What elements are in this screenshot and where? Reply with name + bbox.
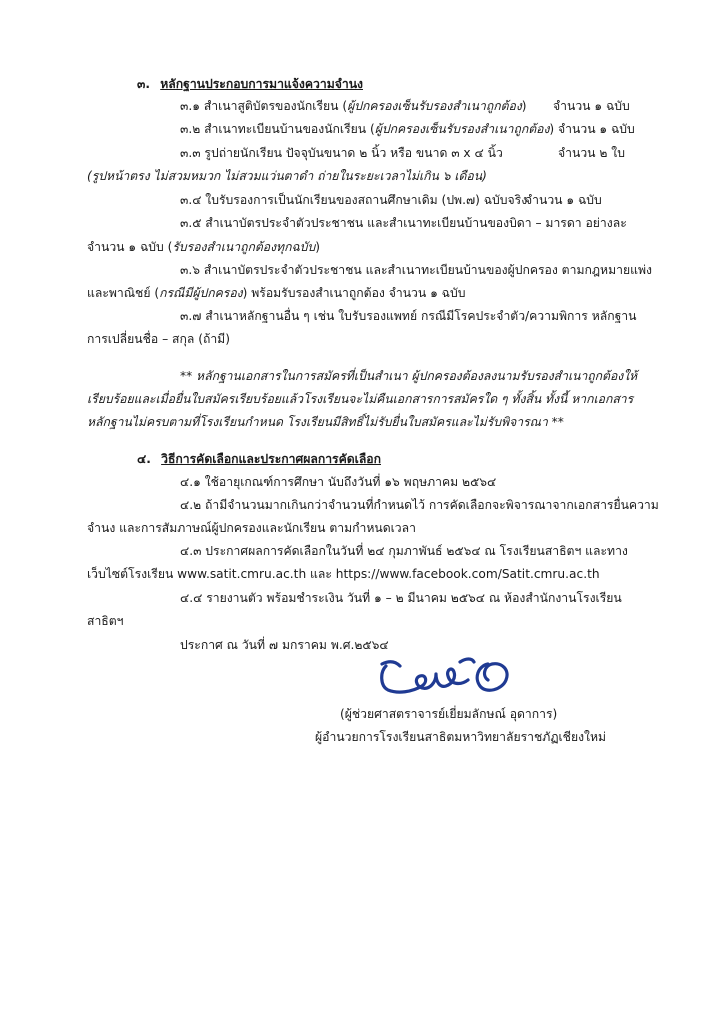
signer-name: (ผู้ช่วยศาสตราจารย์เยี่ยมลักษณ์ อุดาการ): [340, 707, 558, 721]
item-3-7-text: ๓.๗ สำเนาหลักฐานอื่น ๆ เช่น ใบรับรองแพทย์ กรณีมีโรคประจำตัว/ความพิการ หลักฐาน: [180, 309, 637, 323]
section-3-number: ๓.: [137, 77, 150, 91]
announcement-date: ประกาศ ณ วันที่ ๗ มกราคม พ.ศ.๒๕๖๔: [180, 638, 389, 652]
item-3-6-cont: [87, 285, 465, 301]
item-4-4-line-2: สาธิตฯ: [87, 614, 124, 628]
item-3-2-tail: ) จำนวน ๑ ฉบับ: [549, 122, 635, 136]
signer-position: ผู้อำนวยการโรงเรียนสาธิตมหาวิทยาลัยราชภัฏเชียงใหม่: [315, 730, 607, 744]
item-3-1-text: ๓.๑ สำเนาสูติบัตรของนักเรียน (: [180, 99, 348, 113]
remark-line-3: หลักฐานไม่ครบตามที่โรงเรียนกำหนด โรงเรียนมีสิทธิ์ไม่รับยื่นใบสมัครและไม่รับพิจารณา **: [87, 415, 564, 429]
section-4-number: ๔.: [137, 452, 151, 466]
remark-line-2: เรียบร้อยและเมื่อยื่นใบสมัครเรียบร้อยแล้วโรงเรียนจะไม่คืนเอกสารการสมัครใด ๆ ทั้งสิ้น ทั้งนี้ หากเอกสาร: [87, 392, 634, 406]
item-4-3-line-1: ๔.๓ ประกาศผลการคัดเลือกในวันที่ ๒๔ กุมภาพันธ์ ๒๕๖๔ ณ โรงเรียนสาธิตฯ และทาง: [180, 544, 628, 558]
item-3-7-cont: การเปลี่ยนชื่อ – สกุล (ถ้ามี): [87, 332, 230, 346]
item-3-3-amount: จำนวน ๒ ใบ: [558, 146, 625, 160]
section-4-title: วิธีการคัดเลือกและประกาศผลการคัดเลือก: [161, 452, 381, 466]
item-3-1-tail: ): [521, 99, 527, 113]
section-3-heading: [137, 76, 363, 92]
item-3-1: [180, 98, 527, 114]
section-4-heading: [137, 451, 381, 467]
item-3-2-note: ผู้ปกครองเซ็นรับรองสำเนาถูกต้อง: [374, 122, 550, 136]
item-3-6-text: ๓.๖ สำเนาบัตรประจำตัวประชาชน และสำเนาทะเบียนบ้านของผู้ปกครอง ตามกฎหมายแพ่ง: [180, 263, 652, 277]
item-3-5-note: รับรองสำเนาถูกต้องทุกฉบับ: [172, 240, 316, 254]
item-3-6-note: กรณีมีผู้ปกครอง: [159, 286, 243, 300]
remark-line-1: ** หลักฐานเอกสารในการสมัครที่เป็นสำเนา ผู้ปกครองต้องลงนามรับรองสำเนาถูกต้องให้: [180, 369, 638, 383]
item-3-5-cont: [87, 239, 320, 255]
section-3-title: หลักฐานประกอบการมาแจ้งความจำนง: [160, 77, 363, 91]
item-3-1-note: ผู้ปกครองเซ็นรับรองสำเนาถูกต้อง: [347, 99, 522, 113]
item-3-1-amount: จำนวน ๑ ฉบับ: [553, 99, 630, 113]
item-3-3-text: ๓.๓ รูปถ่ายนักเรียน ปัจจุบันขนาด ๒ นิ้ว หรือ ขนาด ๓ x ๔ นิ้ว: [180, 146, 503, 160]
item-3-4-amount: จำนวน ๑ ฉบับ: [525, 193, 602, 207]
item-3-3-note: (รูปหน้าตรง ไม่สวมหมวก ไม่สวมแว่นตาดำ ถ่ายในระยะเวลาไม่เกิน ๖ เดือน): [87, 169, 487, 183]
item-4-4-line-1: ๔.๔ รายงานตัว พร้อมชำระเงิน วันที่ ๑ – ๒ มีนาคม ๒๕๖๔ ณ ห้องสำนักงานโรงเรียน: [180, 591, 622, 605]
item-4-1: ๔.๑ ใช้อายุเกณฑ์การศึกษา นับถึงวันที่ ๑๖ พฤษภาคม ๒๕๖๔: [180, 475, 497, 489]
item-3-5-text: ๓.๕ สำเนาบัตรประจำตัวประชาชน และสำเนาทะเบียนบ้านของบิดา – มารดา อย่างละ: [180, 216, 627, 230]
item-3-6-tail: ) พร้อมรับรองสำเนาถูกต้อง จำนวน ๑ ฉบับ: [242, 286, 466, 300]
item-4-3-line-2: เว็บไซต์โรงเรียน www.satit.cmru.ac.th และ https://www.facebook.com/Satit.cmru.ac.th: [87, 567, 600, 581]
item-3-6-cont-text: และพาณิชย์ (: [87, 286, 160, 300]
item-4-2-line-2: จำนง และการสัมภาษณ์ผู้ปกครองและนักเรียน ตามกำหนดเวลา: [87, 521, 416, 535]
item-3-2: [180, 121, 635, 137]
signature-image: [376, 652, 524, 700]
item-3-4-text: ๓.๔ ใบรับรองการเป็นนักเรียนของสถานศึกษาเดิม (ปพ.๗) ฉบับจริง: [180, 193, 528, 207]
item-3-5-tail: ): [315, 240, 321, 254]
item-4-2-line-1: ๔.๒ ถ้ามีจำนวนมากเกินกว่าจำนวนที่กำหนดไว้ การคัดเลือกจะพิจารณาจากเอกสารยื่นความ: [180, 498, 659, 512]
item-3-2-text: ๓.๒ สำเนาทะเบียนบ้านของนักเรียน (: [180, 122, 375, 136]
item-3-5-cont-text: จำนวน ๑ ฉบับ (: [87, 240, 173, 254]
